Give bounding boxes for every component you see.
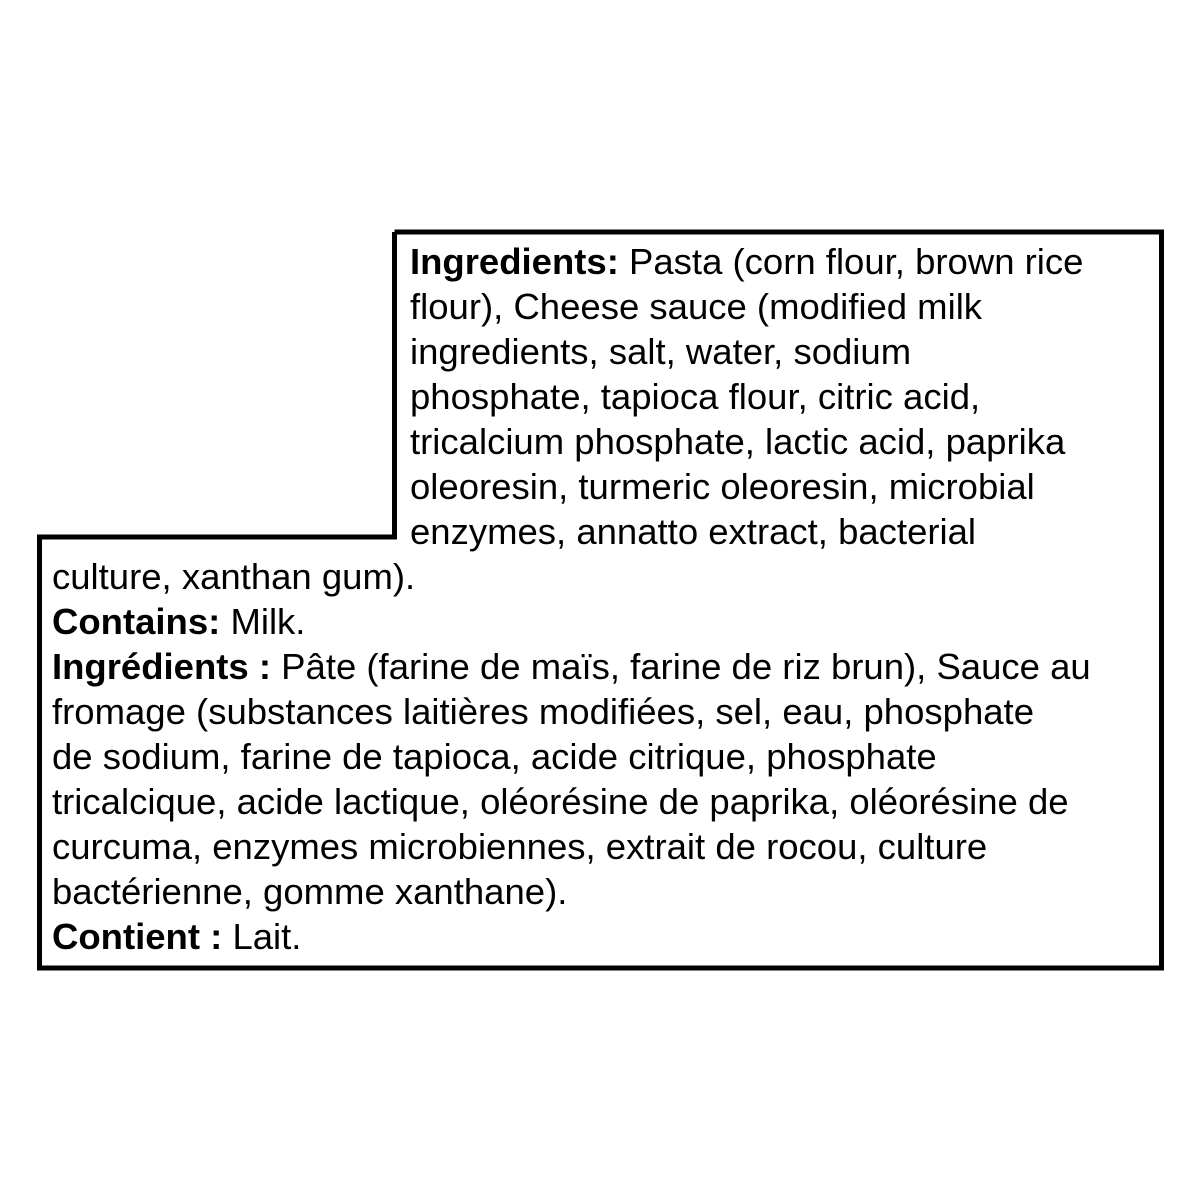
english-ingredients-line: flour), Cheese sauce (modified milk bbox=[410, 286, 983, 327]
english-ingredients-line: ingredients, salt, water, sodium bbox=[410, 331, 912, 372]
french-ingredients-line: Ingrédients : Pâte (farine de maïs, farine de riz brun), Sauce au bbox=[52, 646, 1091, 687]
english-ingredients-line: culture, xanthan gum). bbox=[52, 556, 416, 597]
french-contains-heading: Contient : bbox=[52, 916, 223, 957]
english-ingredients-line: oleoresin, turmeric oleoresin, microbial bbox=[410, 466, 1035, 507]
french-contains-line: Contient : Lait. bbox=[52, 916, 302, 957]
french-ingredients-line: bactérienne, gomme xanthane). bbox=[52, 871, 568, 912]
english-ingredients-heading: Ingredients: bbox=[410, 241, 619, 282]
french-ingredients-line: tricalcique, acide lactique, oléorésine de paprika, oléorésine de bbox=[52, 781, 1069, 822]
english-ingredients-line: Ingredients: Pasta (corn flour, brown rice bbox=[410, 241, 1084, 282]
english-ingredients-line: tricalcium phosphate, lactic acid, paprika bbox=[410, 421, 1066, 462]
french-ingredients-line: de sodium, farine de tapioca, acide citrique, phosphate bbox=[52, 736, 937, 777]
english-contains-line: Contains: Milk. bbox=[52, 601, 306, 642]
french-ingredients-heading: Ingrédients : bbox=[52, 646, 272, 687]
english-ingredients-line: enzymes, annatto extract, bacterial bbox=[410, 511, 977, 552]
french-ingredients-line: fromage (substances laitières modifiées, sel, eau, phosphate bbox=[52, 691, 1034, 732]
french-ingredients-line: curcuma, enzymes microbiennes, extrait de rocou, culture bbox=[52, 826, 988, 867]
english-ingredients-line: phosphate, tapioca flour, citric acid, bbox=[410, 376, 981, 417]
english-contains-heading: Contains: bbox=[52, 601, 221, 642]
